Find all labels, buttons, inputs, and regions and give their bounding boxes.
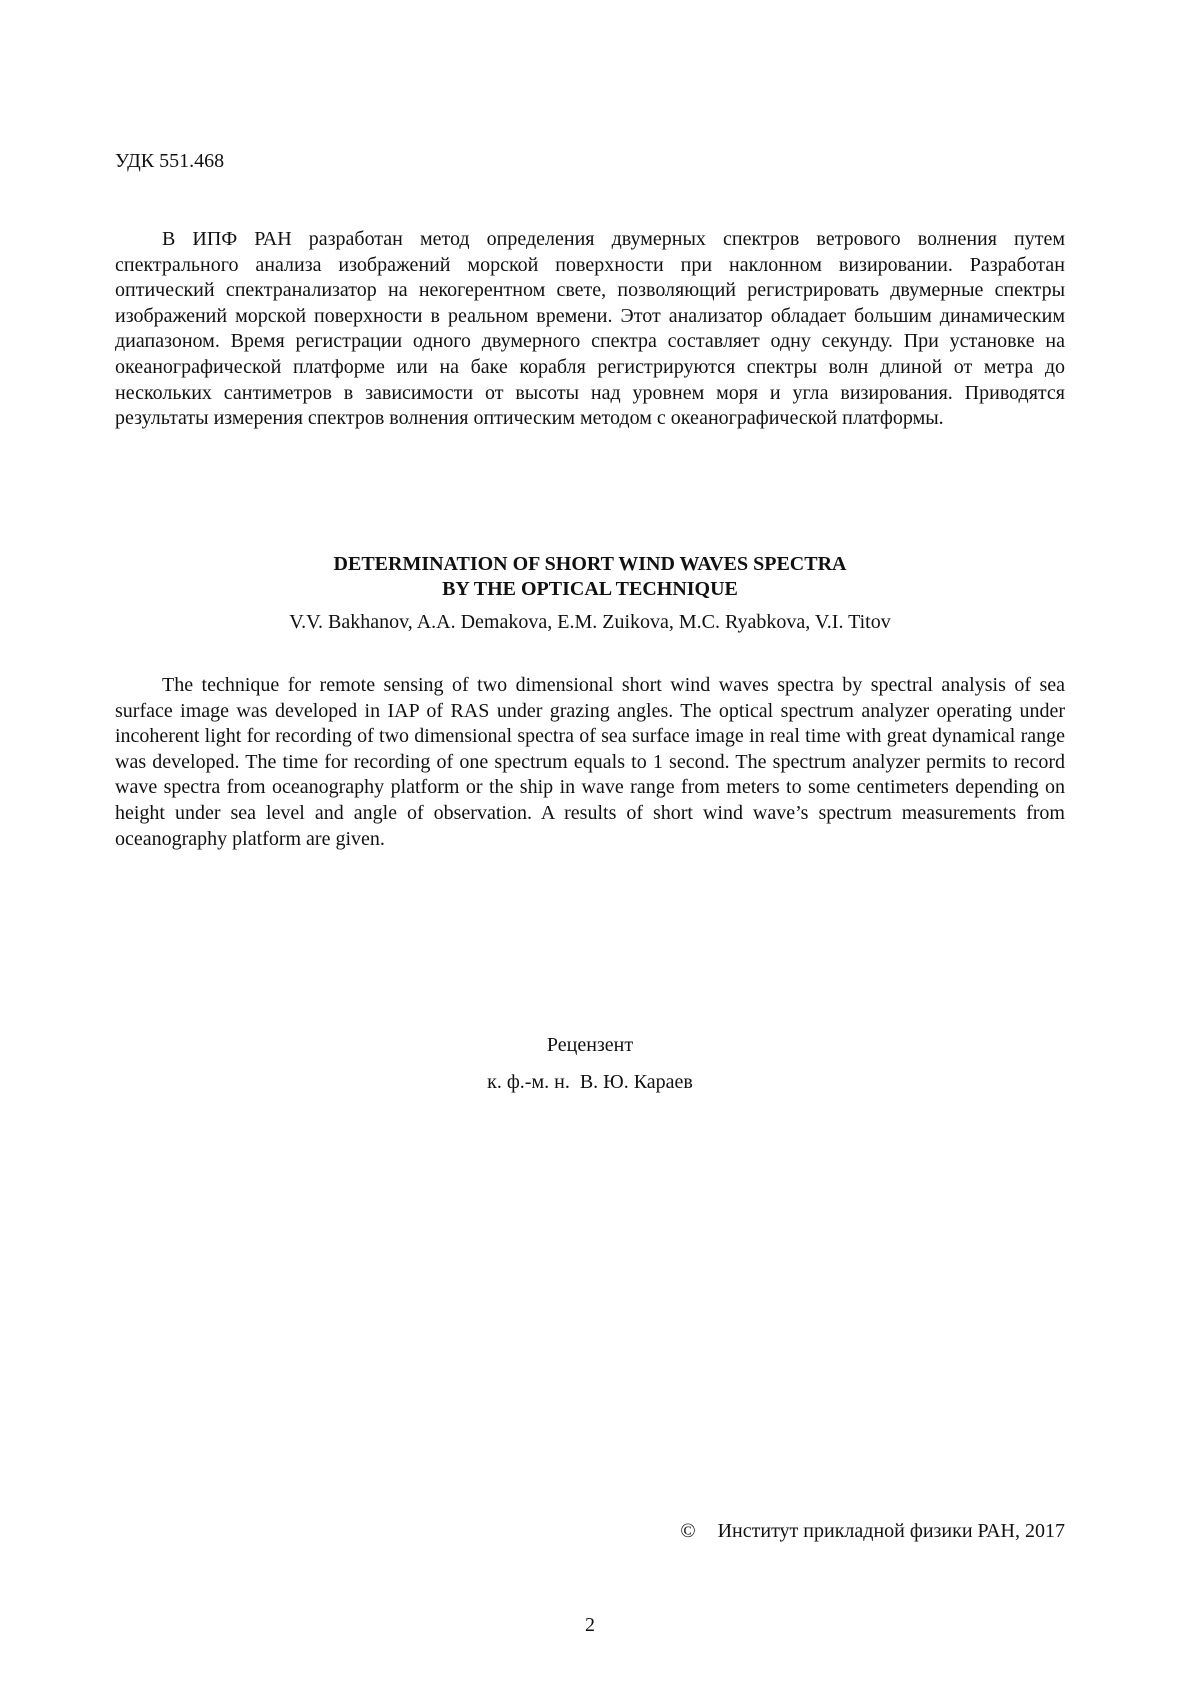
- reviewer-label: Рецензент: [546, 1034, 634, 1056]
- copyright-notice: [115, 1518, 1065, 1544]
- udk-code: УДК 551.468: [115, 150, 225, 172]
- reviewer-block: [115, 1032, 1065, 1095]
- copyright-text: Институт прикладной физики РАН, 2017: [717, 1520, 1065, 1542]
- author-list: V.V. Bakhanov, A.A. Demakova, E.M. Zuikova, M.C. Ryabkova, V.I. Titov: [289, 611, 891, 633]
- english-title-line-2: BY THE OPTICAL TECHNIQUE: [442, 578, 738, 600]
- english-title: [115, 552, 1065, 602]
- copyright-symbol: ©: [680, 1520, 696, 1542]
- russian-abstract: В ИПФ РАН разработан метод определения двумерных спектров ветрового волнения путем спектрального анализа изображений морской поверхности при наклонном визировании. Разработан оптический спектранализатор на некогерентном свете, позволяющий регистрировать двумерные спектры изображений морской поверхности в реальном времени. Этот анализатор обладает большим динамическим диапазоном. Время регистрации одного двумерного спектра составляет одну секунду. При установке на океанографической платформе или на баке корабля регистрируются спектры волн длиной от метра до нескольких сантиметров в зависимости от высоты над уровнем моря и угла визирования. Приводятся результаты измерения спектров волнения оптическим методом с океанографической платформы.: [115, 228, 1065, 430]
- reviewer-name: к. ф.-м. н. В. Ю. Караев: [487, 1071, 693, 1093]
- page-number: 2: [585, 1614, 595, 1636]
- english-title-line-1: DETERMINATION OF SHORT WIND WAVES SPECTRA: [333, 553, 847, 575]
- english-abstract: The technique for remote sensing of two dimensional short wind waves spectra by spectral analysis of sea surface image was developed in IAP of RAS under grazing angles. The optical spectrum analyzer operating under incoherent light for recording of two dimensional spectra of sea surface image in real time with great dynamical range was developed. The time for recording of one spectrum equals to 1 second. The spectrum analyzer permits to record wave spectra from oceanography platform or the ship in wave range from meters to some centimeters depending on height under sea level and angle of observation. A results of short wind wave’s spectrum measurements from oceanography platform are given.: [115, 674, 1065, 850]
